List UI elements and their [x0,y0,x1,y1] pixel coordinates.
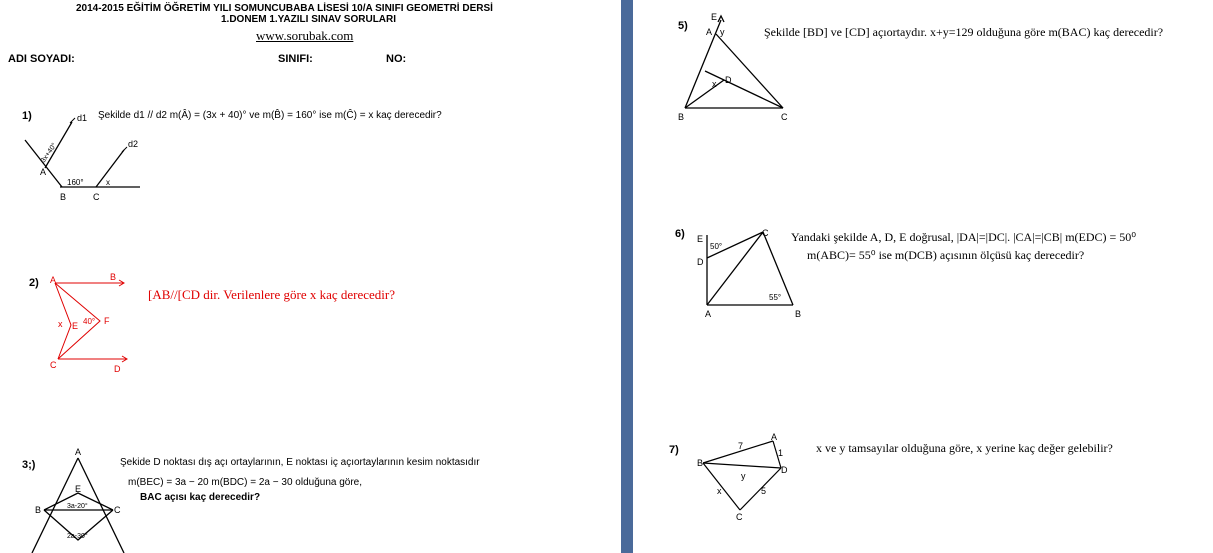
q3-label-b: B [35,505,42,515]
q3-text-line1: Şekide D noktası dış açı ortaylarının, E noktası iç açıortaylarının kesim noktasıdır [120,457,480,468]
q7-label-a: A [771,432,778,442]
q5-label-c: C [781,112,788,122]
website-link[interactable]: www.sorubak.com [256,28,354,43]
q5-label-a: A [706,27,713,37]
name-label: ADI SOYADI: [8,53,75,65]
q2-label-e: E [72,321,79,331]
q2-label-angle: 40° [83,317,96,326]
q1-label-c: C [93,192,100,202]
q1-number: 1) [22,110,32,122]
q3-text-line2: m(BEC) = 3a − 20 m(BDC) = 2a − 30 olduğuna göre, [128,477,363,488]
q6-label-a50: 50° [710,242,723,251]
q3-label-a: A [75,447,82,457]
q6-text-line2: m(ABC)= 55⁰ ise m(DCB) açısının ölçüsü kaç derecedir? [807,248,1085,262]
q5-number: 5) [678,20,688,32]
q7-label-x: x [717,486,722,496]
q1-text: Şekilde d1 // d2 m(Â) = (3x + 40)° ve m(B̂) = 160° ise m(Ĉ) = x kaç derecedir? [98,110,442,121]
q6-label-e: E [697,234,704,244]
q2-label-c: C [50,360,57,370]
q2-text: [AB//[CD dir. Verilenlere göre x kaç derecedir? [148,287,396,302]
q7-label-d: D [781,465,788,475]
header-title-line1: 2014-2015 EĞİTİM ÖĞRETİM YILI SOMUNCUBABA LİSESİ 10/A SINIFI GEOMETRİ DERSİ [76,3,493,14]
q5-text: Şekilde [BD] ve [CD] açıortaydır. x+y=129 olduğuna göre m(BAC) kaç derecedir? [764,25,1164,39]
q7-label-s1: 1 [778,448,784,458]
q6-text-line1: Yandaki şekilde A, D, E doğrusal, |DA|=|DC|. |CA|=|CB| m(EDC) = 50⁰ [791,230,1137,244]
no-label: NO: [386,53,407,65]
q7-label-b: B [697,458,704,468]
q2-number: 2) [29,277,39,289]
q1-label-angle-a: 3x+40° [39,142,59,165]
right-page [633,0,1213,553]
q2-label-d: D [114,364,121,374]
q3-label-bdc: 2a-30° [67,533,88,540]
q7-label-c: C [736,512,743,522]
q7-number: 7) [669,444,679,456]
q1-label-b: B [60,192,67,202]
q5-label-b: B [678,112,685,122]
q6-label-d: D [697,257,704,267]
q7-figure [633,0,1213,553]
q6-number: 6) [675,228,685,240]
q2-label-b: B [110,272,117,282]
q1-label-a: A [40,167,47,177]
q3-number: 3;) [22,459,36,471]
q2-label-a: A [50,275,57,285]
page-gutter [621,0,633,553]
q5-label-d: D [725,75,732,85]
q3-label-c: C [114,505,121,515]
q2-label-x: x [58,319,63,329]
q7-label-s5: 5 [761,486,767,496]
q5-label-x: x [712,79,717,89]
q6-label-a55: 55° [769,293,782,302]
class-label: SINIFI: [278,53,313,65]
q2-label-f: F [104,316,110,326]
q3-label-e: E [75,484,82,494]
q7-label-y: y [741,471,746,481]
q5-label-y: y [720,27,725,37]
q7-text: x ve y tamsayılar olduğuna göre, x yerine kaç değer gelebilir? [816,441,1113,455]
q3-text-line3: BAC açısı kaç derecedir? [140,492,261,503]
header-title-line2: 1.DONEM 1.YAZILI SINAV SORULARI [221,14,397,25]
q6-label-b: B [795,309,802,319]
q5-label-e: E [711,12,718,22]
q1-label-x: x [106,178,110,187]
q1-label-d1: d1 [77,113,88,123]
q3-label-bec: 3a-20° [67,503,88,510]
q6-label-c: C [762,228,769,238]
q1-label-d2: d2 [128,139,139,149]
q6-label-a: A [705,309,712,319]
q7-label-s7: 7 [738,441,744,451]
q1-label-angle-b: 160° [67,178,84,187]
